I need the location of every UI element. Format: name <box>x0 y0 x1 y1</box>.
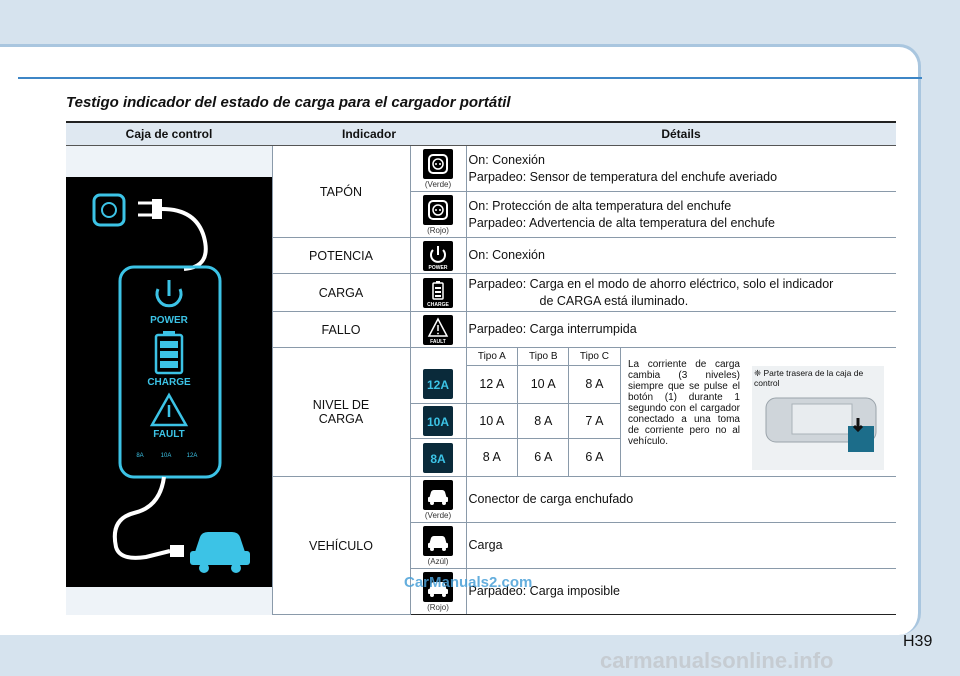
level-8a-icon <box>423 443 453 473</box>
details-carga <box>466 274 896 312</box>
icon-cell-vehiculo-verde <box>410 477 466 523</box>
level-subtable <box>467 348 621 476</box>
icon-cell-tapon-verde <box>410 146 466 192</box>
level-icon-text: 8A <box>430 451 446 466</box>
control-box-level-8a: 8A <box>136 453 144 459</box>
indicator-vehiculo: VEHÍCULO <box>272 477 410 615</box>
indicator-potencia: POTENCIA <box>272 238 410 274</box>
type-b-header: Tipo B <box>518 348 569 365</box>
details-vehiculo-azul: Carga <box>466 523 896 569</box>
icon-cell-8a <box>410 439 466 477</box>
control-box-illustration <box>66 177 272 587</box>
level-icon-text: 12A <box>426 378 450 393</box>
header-rule <box>18 77 922 79</box>
type-c-header: Tipo C <box>569 348 620 365</box>
level-value: 10 A <box>467 403 518 438</box>
warning-triangle-icon <box>423 315 453 345</box>
details-potencia: On: Conexión <box>466 238 896 274</box>
details-tapon-verde <box>466 146 896 192</box>
color-label: (Verde) <box>424 179 452 189</box>
control-box-level-12a: 12A <box>186 453 198 459</box>
icon-cell-potencia <box>410 238 466 274</box>
indicator-tapon: TAPÓN <box>272 146 410 238</box>
page-number: H39 <box>903 633 933 650</box>
detail-line: de CARGA está iluminado. <box>539 293 689 308</box>
footer-watermark: carmanualsonline.info <box>600 648 834 673</box>
page-title: Testigo indicador del estado de carga para el cargador portátil <box>66 94 511 111</box>
indicator-line: CARGA <box>318 412 364 426</box>
level-value: 12 A <box>467 365 518 403</box>
level-value: 8 A <box>518 403 569 438</box>
detail-line: On: Protección de alta temperatura del enchufe <box>468 198 732 213</box>
photo-caption: ❈ Parte trasera de la caja de control <box>754 368 864 388</box>
car-icon <box>423 480 453 510</box>
level-value: 8 A <box>467 438 518 476</box>
level-value: 7 A <box>569 403 620 438</box>
detail-line: Parpadeo: Sensor de temperatura del enchufe averiado <box>468 169 778 184</box>
icon-cell-tapon-rojo <box>410 192 466 238</box>
control-box-power-label: POWER <box>150 315 188 326</box>
detail-line: Parpadeo: Carga en el modo de ahorro eléctrico, solo el indicador <box>468 276 834 291</box>
control-box-charge-label: CHARGE <box>147 377 191 388</box>
color-label: (Verde) <box>424 510 452 520</box>
plug-socket-icon <box>423 149 453 179</box>
icon-cell-carga <box>410 274 466 312</box>
icon-cell-nivel-header <box>410 348 466 366</box>
icon-cell-10a <box>410 404 466 439</box>
details-vehiculo-verde: Conector de carga enchufado <box>466 477 896 523</box>
header-control-box: Caja de control <box>66 122 272 146</box>
icon-caption: POWER <box>428 264 448 271</box>
level-12a-icon <box>423 369 453 399</box>
level-value: 10 A <box>518 365 569 403</box>
inline-watermark: CarManuals2.com <box>404 574 533 591</box>
power-icon <box>423 241 453 271</box>
level-icon-text: 10A <box>426 415 450 429</box>
color-label: (Rojo) <box>427 225 449 235</box>
detail-line: Parpadeo: Advertencia de alta temperatura del enchufe <box>468 215 775 230</box>
icon-cell-vehiculo-azul <box>410 523 466 569</box>
control-box-level-10a: 10A <box>160 453 172 459</box>
color-label: (Azúl) <box>427 556 449 566</box>
level-note: La corriente de carga cambia (3 niveles) siempre que se pulse el botón (1) durante 1 segundo con el cargador conectado a una toma de corriente pero no al vehículo. <box>628 359 740 447</box>
header-indicator: Indicador <box>272 122 466 146</box>
details-tapon-rojo <box>466 192 896 238</box>
indicator-fallo: FALLO <box>272 312 410 348</box>
details-fallo: Parpadeo: Carga interrumpida <box>466 312 896 348</box>
level-10a-icon <box>423 406 453 436</box>
detail-line: On: Conexión <box>468 152 545 167</box>
level-value: 8 A <box>569 365 620 403</box>
level-value: 6 A <box>585 450 604 465</box>
icon-caption: CHARGE <box>427 301 449 308</box>
indicator-carga: CARGA <box>272 274 410 312</box>
details-vehiculo-rojo: Parpadeo: Carga imposible <box>466 569 896 615</box>
indicator-nivel <box>272 348 410 477</box>
type-a-header: Tipo A <box>467 348 518 365</box>
plug-socket-icon <box>423 195 453 225</box>
level-value: 6 A <box>518 438 569 476</box>
control-box-fault-label: FAULT <box>153 429 185 440</box>
icon-cell-12a <box>410 366 466 404</box>
car-icon <box>423 526 453 556</box>
header-details: Détails <box>466 122 896 146</box>
icon-cell-fallo <box>410 312 466 348</box>
color-label: (Rojo) <box>427 602 449 612</box>
indicator-line: NIVEL DE <box>312 398 370 412</box>
icon-caption: FAULT <box>430 338 446 345</box>
battery-icon <box>423 278 453 308</box>
